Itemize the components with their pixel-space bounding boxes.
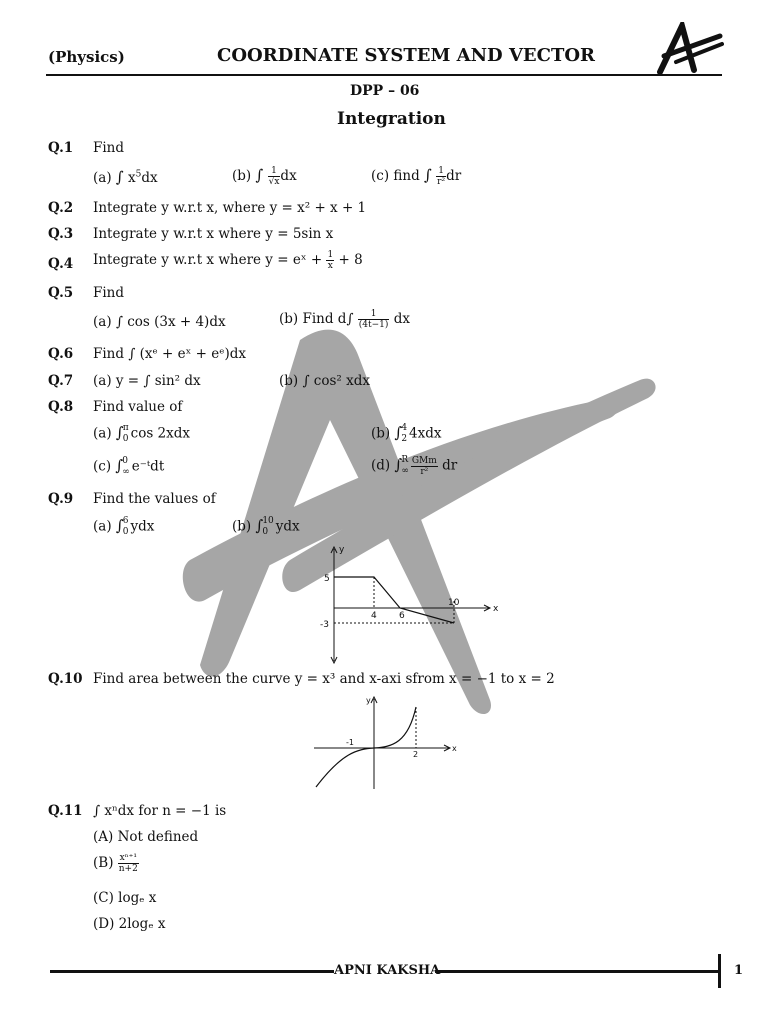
q1-option-c: (c) find ∫ $\frac{1}{\text{r²}}$ dr — [371, 166, 462, 187]
header-rule — [46, 74, 722, 76]
topic-title: Integration — [337, 109, 446, 129]
q2-text: Integrate y w.r.t x, where y = x² + x + 1 — [93, 200, 367, 216]
q11-text: ∫ xⁿdx for n = −1 is — [93, 803, 227, 819]
q6-number: Q.6 — [48, 346, 74, 362]
q11-number: Q.11 — [48, 803, 83, 819]
graph1-y-label: y — [339, 545, 345, 555]
q10-number: Q.10 — [48, 671, 83, 687]
q1-option-b: (b) ∫ $\frac{1}{√x}$ dx — [232, 166, 297, 187]
q10-graph — [312, 693, 462, 791]
q8-number: Q.8 — [48, 399, 74, 415]
page-number: 1 — [734, 963, 744, 978]
graph2-tick-2: 2 — [413, 750, 419, 759]
q8-option-d: (d) ∫ R ∞ $\frac{\text{GMm}}{\text{r²}}$ dr — [371, 455, 458, 477]
graph1-curve — [334, 577, 454, 623]
graph2-tick-m1: -1 — [346, 738, 354, 747]
q9-option-b: (b) ∫ 10 0 ydx — [232, 516, 300, 537]
graph1-tick-m3: -3 — [320, 620, 329, 630]
q5-option-b: (b) Find d∫ $\frac{1}{(4t-1)}$ dx — [279, 309, 410, 330]
graph2-curve — [316, 707, 419, 787]
q3-text: Integrate y w.r.t x where y = 5sin x — [93, 226, 334, 242]
q5-number: Q.5 — [48, 285, 74, 301]
graph1-x-label: x — [493, 604, 499, 614]
q7-number: Q.7 — [48, 373, 74, 389]
q6-text: Find ∫ (xᵉ + eˣ + eᵉ)dx — [93, 346, 246, 362]
q4-number: Q.4 — [48, 256, 74, 272]
graph2-x-label: x — [452, 744, 457, 753]
graph1-tick-5: 5 — [324, 574, 330, 584]
graph1-tick-10: 10 — [448, 598, 460, 608]
q5-text: Find — [93, 285, 125, 301]
q11-option-a: (A) Not defined — [93, 829, 199, 845]
q8-option-a: (a) ∫ π 0 cos 2xdx — [93, 423, 191, 444]
q1-option-a: (a) ∫ $x^5dx$ — [93, 168, 158, 186]
q7-option-b: (b) ∫ cos² xdx — [279, 373, 370, 389]
dpp-label: DPP – 06 — [350, 83, 420, 99]
q11-option-d: (D) 2logₑ x — [93, 916, 166, 932]
q2-number: Q.2 — [48, 200, 74, 216]
q8-option-b: (b) ∫ 4 2 4xdx — [371, 423, 442, 444]
page-title: COORDINATE SYSTEM AND VECTOR — [217, 45, 595, 66]
q8-option-c: (c) ∫ 0 ∞ e⁻ᵗdt — [93, 456, 165, 477]
graph2-y-label: y — [366, 696, 371, 705]
q10-text: Find area between the curve y = x³ and x-axi sfrom x = −1 to x = 2 — [93, 671, 555, 687]
graph1-tick-4: 4 — [371, 611, 377, 621]
q1-number: Q.1 — [48, 140, 74, 156]
q7-option-a: (a) y = ∫ sin² dx — [93, 373, 201, 389]
q5-option-a: (a) ∫ cos (3x + 4)dx — [93, 314, 226, 330]
footer-brand: APNI KAKSHA — [334, 963, 441, 978]
q9-graph — [318, 543, 500, 665]
q9-number: Q.9 — [48, 491, 74, 507]
q8-text: Find value of — [93, 399, 183, 415]
apni-kaksha-logo — [652, 22, 724, 78]
q9-option-a: (a) ∫ 6 0 ydx — [93, 516, 155, 537]
q9-text: Find the values of — [93, 491, 216, 507]
q3-number: Q.3 — [48, 226, 74, 242]
footer-rule-left — [50, 970, 334, 973]
subject-label: (Physics) — [48, 48, 125, 66]
q11-option-b: (B) $\frac{\text{xⁿ⁺¹}}{n+2}$ — [93, 853, 138, 874]
q1-text: Find — [93, 140, 125, 156]
graph1-tick-6: 6 — [399, 611, 405, 621]
footer-divider — [718, 954, 721, 988]
footer-rule-right — [435, 970, 719, 973]
q4-text: Integrate y w.r.t x where y = eˣ + $\frac{1}{x}$ + 8 — [93, 250, 363, 271]
q11-option-c: (C) logₑ x — [93, 890, 157, 906]
